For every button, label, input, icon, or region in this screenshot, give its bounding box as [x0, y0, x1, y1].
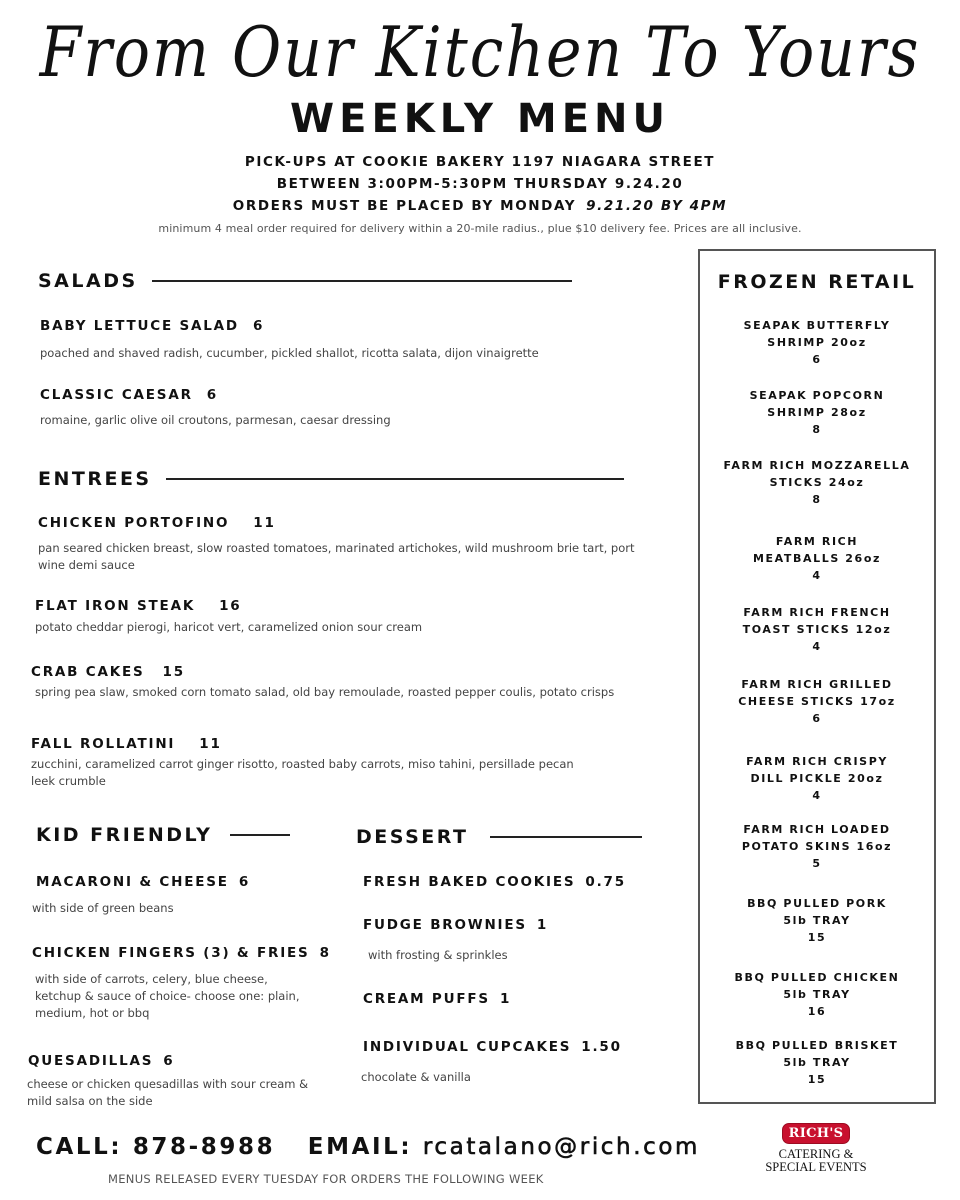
- section-title: DESSERT: [356, 826, 469, 848]
- menu-item-desc: with frosting & sprinkles: [368, 948, 508, 962]
- frozen-item-name: BBQ PULLED BRISKET: [735, 1039, 899, 1052]
- item-name: FALL ROLLATINI: [31, 736, 176, 752]
- menu-item-name: [32, 945, 331, 961]
- frozen-item-size: CHEESE STICKS 17oz: [738, 695, 896, 708]
- menu-item-desc: pan seared chicken breast, slow roasted tomatoes, marinated artichokes, wild mushroom brie tart, port wine demi sauce: [38, 541, 635, 572]
- frozen-item-price: 4: [812, 569, 822, 582]
- divider: [152, 280, 572, 282]
- menu-item-name: [38, 515, 276, 531]
- frozen-item-price: 6: [812, 353, 822, 366]
- order-deadline-label: ORDERS MUST BE PLACED BY MONDAY: [232, 198, 577, 214]
- frozen-item-size: 5lb TRAY: [783, 1056, 851, 1069]
- frozen-item-size: TOAST STICKS 12oz: [742, 623, 892, 636]
- frozen-item-name: FARM RICH CRISPY: [746, 755, 888, 768]
- pickup-time: BETWEEN 3:00PM-5:30PM THURSDAY 9.24.20: [276, 176, 684, 192]
- item-name: QUESADILLAS: [28, 1053, 154, 1069]
- frozen-item-price: 4: [812, 640, 822, 653]
- frozen-item-size: 5lb TRAY: [783, 914, 851, 927]
- menu-item-name: [363, 1039, 622, 1055]
- divider: [490, 836, 642, 838]
- order-deadline-line: [0, 198, 960, 214]
- section-dessert: [356, 826, 642, 848]
- frozen-item-price: 15: [807, 931, 827, 944]
- menu-item-name: [35, 598, 241, 614]
- frozen-item-name: BBQ PULLED CHICKEN: [734, 971, 900, 984]
- frozen-item: [700, 317, 934, 368]
- logo-line-1: CATERING &: [778, 1147, 854, 1161]
- item-price: 1: [536, 917, 549, 933]
- call-label: CALL:: [36, 1134, 123, 1160]
- menu-item-desc: chocolate & vanilla: [361, 1070, 471, 1084]
- page-title: WEEKLY MENU: [290, 96, 670, 142]
- menu-item-name: [28, 1053, 174, 1069]
- frozen-item: [700, 969, 934, 1020]
- frozen-item: [700, 895, 934, 946]
- frozen-item: [700, 457, 934, 508]
- frozen-item: [700, 1037, 934, 1088]
- section-title: SALADS: [38, 270, 138, 292]
- item-name: FRESH BAKED COOKIES: [363, 874, 576, 890]
- item-price: 0.75: [585, 874, 626, 890]
- release-note: MENUS RELEASED EVERY TUESDAY FOR ORDERS THE FOLLOWING WEEK: [108, 1172, 544, 1186]
- delivery-note: minimum 4 meal order required for delivery within a 20-mile radius., plue $10 delivery fee. Prices are all inclusive.: [158, 222, 802, 235]
- item-price: 6: [163, 1053, 175, 1069]
- menu-item-name: [36, 874, 250, 890]
- frozen-item-size: SHRIMP 20oz: [767, 336, 867, 349]
- divider: [230, 834, 290, 836]
- frozen-item-size: DILL PICKLE 20oz: [750, 772, 884, 785]
- section-title: ENTREES: [38, 468, 152, 490]
- frozen-item-name: FARM RICH GRILLED: [741, 678, 893, 691]
- menu-item-name: [40, 318, 264, 334]
- frozen-item-price: 6: [812, 712, 822, 725]
- menu-item-desc: spring pea slaw, smoked corn tomato salad, old bay remoulade, roasted pepper coulis, potato crisps: [35, 685, 615, 699]
- frozen-item-name: FARM RICH LOADED: [743, 823, 891, 836]
- script-title: From Our Kitchen To Yours: [39, 12, 921, 94]
- section-kid-friendly: [36, 824, 290, 846]
- frozen-item-name: BBQ PULLED PORK: [747, 897, 887, 910]
- frozen-retail-panel: [698, 249, 936, 1104]
- menu-item-desc: zucchini, caramelized carrot ginger risotto, roasted baby carrots, miso tahini, persillade pecan leek crumble: [31, 757, 574, 788]
- item-price: 8: [319, 945, 331, 961]
- contact-line: [36, 1134, 700, 1160]
- item-price: 11: [253, 515, 276, 531]
- frozen-item-price: 16: [807, 1005, 827, 1018]
- frozen-item-name: SEAPAK BUTTERFLY: [743, 319, 891, 332]
- frozen-item-size: SHRIMP 28oz: [767, 406, 867, 419]
- order-deadline-date: 9.21.20 BY 4PM: [586, 198, 728, 214]
- section-salads: [38, 270, 572, 292]
- logo-badge: RICH'S: [782, 1123, 851, 1144]
- item-price: 6: [238, 874, 251, 890]
- menu-item-name: [31, 664, 185, 680]
- frozen-item-price: 4: [812, 789, 822, 802]
- item-name: FLAT IRON STEAK: [35, 598, 196, 614]
- menu-item-desc: potato cheddar pierogi, haricot vert, caramelized onion sour cream: [35, 620, 423, 634]
- menu-item-desc: with side of green beans: [32, 901, 174, 915]
- logo-line-2: SPECIAL EVENTS: [765, 1160, 867, 1174]
- item-name: MACARONI & CHEESE: [36, 874, 229, 890]
- frozen-item-size: 5lb TRAY: [783, 988, 851, 1001]
- item-name: CLASSIC CAESAR: [40, 387, 193, 403]
- item-name: CHICKEN FINGERS (3) & FRIES: [32, 945, 310, 961]
- phone-number[interactable]: 878-8988: [132, 1134, 276, 1160]
- item-name: CHICKEN PORTOFINO: [38, 515, 230, 531]
- frozen-item-size: MEATBALLS 26oz: [753, 552, 881, 565]
- divider: [166, 478, 624, 480]
- frozen-item: [700, 387, 934, 438]
- frozen-item-price: 8: [812, 493, 822, 506]
- pickup-location: PICK-UPS AT COOKIE BAKERY 1197 NIAGARA STREET: [244, 154, 716, 170]
- frozen-item-size: POTATO SKINS 16oz: [741, 840, 893, 853]
- richs-catering-logo: [756, 1122, 876, 1174]
- frozen-item-price: 15: [807, 1073, 827, 1086]
- menu-item-name: [363, 917, 548, 933]
- item-price: 1.50: [581, 1039, 622, 1055]
- frozen-item-name: FARM RICH MOZZARELLA: [723, 459, 911, 472]
- item-price: 1: [499, 991, 512, 1007]
- menu-item-desc: with side of carrots, celery, blue cheese, ketchup & sauce of choice- choose one: plain, medium, hot or bbq: [35, 972, 300, 1020]
- item-price: 6: [206, 387, 218, 403]
- frozen-item: [700, 604, 934, 655]
- item-price: 16: [219, 598, 242, 614]
- frozen-retail-title: FROZEN RETAIL: [717, 271, 917, 293]
- frozen-item-name: SEAPAK POPCORN: [749, 389, 885, 402]
- item-name: INDIVIDUAL CUPCAKES: [363, 1039, 572, 1055]
- menu-item-name: [31, 736, 222, 752]
- menu-item-desc: cheese or chicken quesadillas with sour cream & mild salsa on the side: [27, 1077, 309, 1108]
- frozen-item: [700, 821, 934, 872]
- section-title: KID FRIENDLY: [36, 824, 213, 846]
- frozen-item: [700, 676, 934, 727]
- frozen-item-price: 5: [812, 857, 822, 870]
- item-price: 15: [162, 664, 185, 680]
- frozen-item-size: STICKS 24oz: [769, 476, 865, 489]
- email-label: EMAIL:: [307, 1134, 413, 1160]
- frozen-item: [700, 753, 934, 804]
- item-name: FUDGE BROWNIES: [363, 917, 527, 933]
- item-name: CRAB CAKES: [31, 664, 145, 680]
- menu-item-name: [363, 874, 626, 890]
- frozen-item-price: 8: [812, 423, 822, 436]
- section-entrees: [38, 468, 624, 490]
- item-name: CREAM PUFFS: [363, 991, 490, 1007]
- menu-item-name: [363, 991, 511, 1007]
- item-price: 6: [252, 318, 265, 334]
- menu-item-desc: poached and shaved radish, cucumber, pickled shallot, ricotta salata, dijon vinaigrette: [40, 346, 539, 360]
- frozen-item-name: FARM RICH FRENCH: [743, 606, 891, 619]
- item-price: 11: [199, 736, 222, 752]
- frozen-item-name: FARM RICH: [775, 535, 859, 548]
- menu-item-name: [40, 387, 218, 403]
- email-link[interactable]: rcatalano@rich.com: [422, 1134, 701, 1160]
- frozen-item: [700, 533, 934, 584]
- menu-item-desc: romaine, garlic olive oil croutons, parmesan, caesar dressing: [40, 413, 391, 427]
- item-name: BABY LETTUCE SALAD: [40, 318, 239, 334]
